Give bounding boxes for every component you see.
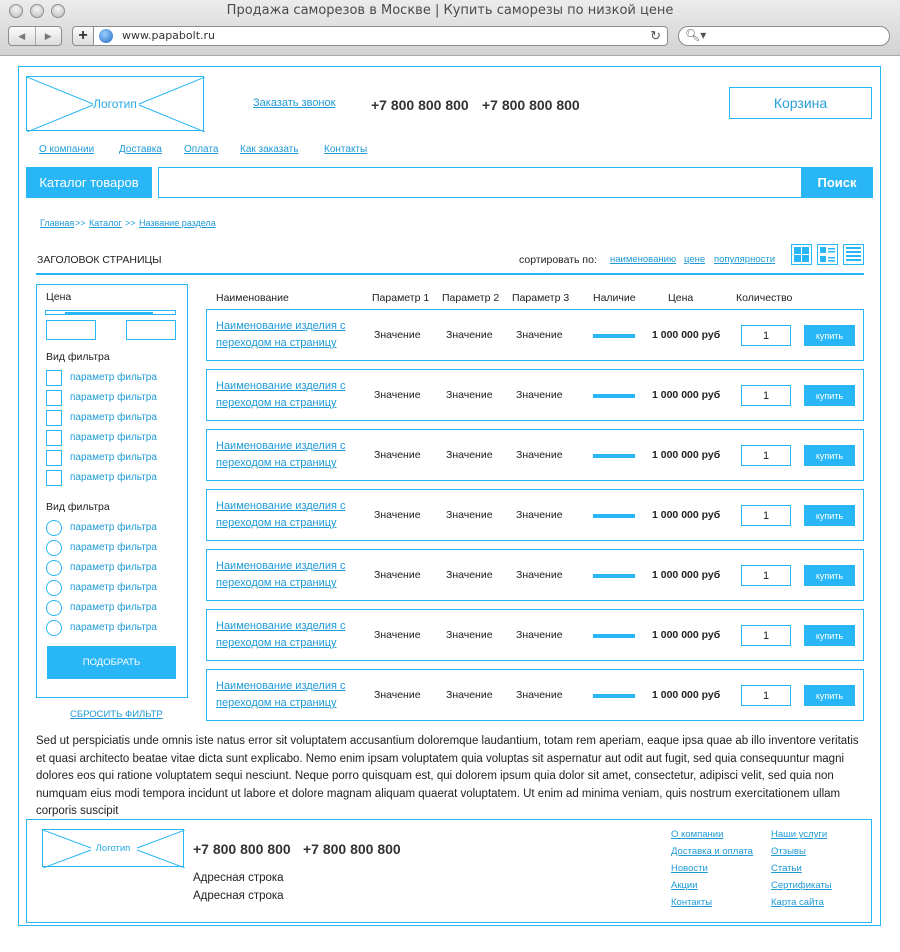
globe-icon xyxy=(99,29,113,43)
price-filter-title: Цена xyxy=(46,291,72,303)
filter-group-title: Вид фильтра xyxy=(46,501,110,513)
product-name-link[interactable] xyxy=(216,678,366,712)
param2-value: Значение xyxy=(446,689,493,701)
product-name-line[interactable]: переходом на страницу xyxy=(216,577,337,589)
price-value: 1 000 000 руб xyxy=(652,389,721,401)
logo-text: Логотип xyxy=(93,96,137,111)
apply-filter-button[interactable]: ПОДОБРАТЬ xyxy=(47,646,176,679)
quantity-input[interactable]: 1 xyxy=(741,385,791,406)
logo[interactable] xyxy=(26,76,204,131)
quantity-input[interactable]: 1 xyxy=(741,565,791,586)
filter-radio-label[interactable]: параметр фильтра xyxy=(70,582,157,593)
filter-checkbox[interactable] xyxy=(46,470,62,486)
breadcrumb-separator: >> xyxy=(125,218,136,228)
param2-value: Значение xyxy=(446,629,493,641)
breadcrumb-home[interactable]: Главная xyxy=(40,218,75,228)
filter-checkbox[interactable] xyxy=(46,390,62,406)
sort-by-popularity[interactable]: популярности xyxy=(714,254,776,265)
quantity-input[interactable]: 1 xyxy=(741,505,791,526)
param2-value: Значение xyxy=(446,329,493,341)
product-name-line[interactable]: переходом на страницу xyxy=(216,697,337,709)
product-name-line[interactable]: переходом на страницу xyxy=(216,637,337,649)
footer-phone-2: +7 800 800 800 xyxy=(303,841,401,857)
param3-value: Значение xyxy=(516,569,563,581)
column-header-stock: Наличие xyxy=(593,292,636,304)
param3-value: Значение xyxy=(516,629,563,641)
param1-value: Значение xyxy=(374,329,421,341)
filter-checkbox-label[interactable]: параметр фильтра xyxy=(70,412,157,423)
filter-radio[interactable] xyxy=(46,580,62,596)
price-range-slider[interactable] xyxy=(45,310,176,315)
footer-link-promos[interactable]: Акции xyxy=(671,880,698,891)
buy-button[interactable]: купить xyxy=(804,625,855,646)
price-range-fill xyxy=(65,312,153,314)
product-row xyxy=(206,549,864,601)
product-name-link[interactable] xyxy=(216,318,366,352)
back-button[interactable]: ◀ xyxy=(9,27,36,45)
grid-view-icon[interactable] xyxy=(791,244,812,265)
column-header-price: Цена xyxy=(668,292,694,304)
filter-radio-label[interactable]: параметр фильтра xyxy=(70,542,157,553)
footer-link-news[interactable]: Новости xyxy=(671,863,708,874)
title-divider xyxy=(36,273,864,275)
price-max-input[interactable] xyxy=(126,320,176,340)
quantity-input[interactable]: 1 xyxy=(741,445,791,466)
window-title: Продажа саморезов в Москве | Купить саморезы по низкой цене xyxy=(226,3,674,18)
product-name-line[interactable]: Наименование изделия с xyxy=(216,380,346,392)
buy-button[interactable]: купить xyxy=(804,385,855,406)
param1-value: Значение xyxy=(374,629,421,641)
reload-icon[interactable]: ↻ xyxy=(650,28,661,43)
price-value: 1 000 000 руб xyxy=(652,569,721,581)
param1-value: Значение xyxy=(374,389,421,401)
quantity-input[interactable]: 1 xyxy=(741,685,791,706)
product-name-line[interactable]: переходом на страницу xyxy=(216,337,337,349)
product-name-line[interactable]: Наименование изделия с xyxy=(216,440,346,452)
footer-address-line: Адресная строка xyxy=(193,890,284,902)
product-name-line[interactable]: Наименование изделия с xyxy=(216,680,346,692)
product-row xyxy=(206,369,864,421)
product-name-line[interactable]: Наименование изделия с xyxy=(216,500,346,512)
sort-by-price[interactable]: цене xyxy=(684,254,706,265)
filter-radio[interactable] xyxy=(46,620,62,636)
filter-group-title: Вид фильтра xyxy=(46,351,110,363)
filter-radio-label[interactable]: параметр фильтра xyxy=(70,622,157,633)
filter-radio[interactable] xyxy=(46,540,62,556)
sort-label: сортировать по: xyxy=(519,254,597,266)
search-input[interactable] xyxy=(158,167,802,198)
product-name-link[interactable] xyxy=(216,498,366,532)
filter-checkbox-label[interactable]: параметр фильтра xyxy=(70,472,157,483)
nav-item-contacts[interactable]: Контакты xyxy=(324,144,368,155)
param2-value: Значение xyxy=(446,449,493,461)
price-value: 1 000 000 руб xyxy=(652,449,721,461)
url-text[interactable]: www.papabolt.ru xyxy=(122,29,215,42)
product-row xyxy=(206,609,864,661)
product-name-line[interactable]: Наименование изделия с xyxy=(216,320,346,332)
buy-button[interactable]: купить xyxy=(804,505,855,526)
breadcrumb-section[interactable]: Название раздела xyxy=(139,218,216,228)
stock-indicator xyxy=(593,694,635,698)
product-row xyxy=(206,429,864,481)
price-value: 1 000 000 руб xyxy=(652,629,721,641)
browser-search-field[interactable] xyxy=(678,26,890,46)
cart-button[interactable]: Корзина xyxy=(729,87,872,119)
quantity-input[interactable]: 1 xyxy=(741,625,791,646)
filter-checkbox-label[interactable]: параметр фильтра xyxy=(70,432,157,443)
footer-link-reviews[interactable]: Отзывы xyxy=(771,846,806,857)
product-name-line[interactable]: Наименование изделия с xyxy=(216,620,346,632)
buy-button[interactable]: купить xyxy=(804,445,855,466)
filter-checkbox-label[interactable]: параметр фильтра xyxy=(70,452,157,463)
product-name-link[interactable] xyxy=(216,378,366,412)
filter-radio-label[interactable]: параметр фильтра xyxy=(70,602,157,613)
footer-link-services[interactable]: Наши услуги xyxy=(771,829,828,840)
filter-radio[interactable] xyxy=(46,600,62,616)
price-value: 1 000 000 руб xyxy=(652,509,721,521)
browser-chrome xyxy=(0,0,900,56)
product-name-line[interactable]: переходом на страницу xyxy=(216,457,337,469)
table-view-icon[interactable] xyxy=(843,244,864,265)
reset-filter-link[interactable]: СБРОСИТЬ ФИЛЬТР xyxy=(70,709,163,720)
filter-checkbox-label[interactable]: параметр фильтра xyxy=(70,372,157,383)
product-row xyxy=(206,669,864,721)
footer-link-articles[interactable]: Статьи xyxy=(771,863,802,874)
param2-value: Значение xyxy=(446,509,493,521)
stock-indicator xyxy=(593,334,635,338)
filter-radio-label[interactable]: параметр фильтра xyxy=(70,522,157,533)
breadcrumb-catalog[interactable]: Каталог xyxy=(89,218,122,228)
new-tab-button[interactable]: + xyxy=(72,26,94,46)
nav-item-delivery[interactable]: Доставка xyxy=(119,144,162,155)
param3-value: Значение xyxy=(516,329,563,341)
param3-value: Значение xyxy=(516,449,563,461)
search-button[interactable]: Поиск xyxy=(801,167,873,198)
price-min-input[interactable] xyxy=(46,320,96,340)
product-row xyxy=(206,309,864,361)
search-icon: 🔍︎▾ xyxy=(685,28,707,42)
stock-indicator xyxy=(593,574,635,578)
filter-checkbox[interactable] xyxy=(46,410,62,426)
footer-logo[interactable] xyxy=(42,829,184,867)
param2-value: Значение xyxy=(446,569,493,581)
list-view-icon[interactable] xyxy=(817,244,838,265)
footer-address-line: Адресная строка xyxy=(193,872,284,884)
footer-logo-text: Логотип xyxy=(95,842,131,854)
nav-item-about[interactable]: О компании xyxy=(39,144,95,155)
nav-item-how-to-order[interactable]: Как заказать xyxy=(240,144,299,155)
header-phone-2: +7 800 800 800 xyxy=(482,97,580,113)
product-row xyxy=(206,489,864,541)
history-buttons xyxy=(8,26,62,46)
buy-button[interactable]: купить xyxy=(804,685,855,706)
product-name-line[interactable]: переходом на страницу xyxy=(216,517,337,529)
filter-radio[interactable] xyxy=(46,520,62,536)
product-name-link[interactable] xyxy=(216,618,366,652)
param1-value: Значение xyxy=(374,569,421,581)
column-header-param1: Параметр 1 xyxy=(372,292,430,304)
footer-link-certificates[interactable]: Сертификаты xyxy=(771,880,832,891)
stock-indicator xyxy=(593,394,635,398)
param3-value: Значение xyxy=(516,509,563,521)
footer-link-sitemap[interactable]: Карта сайта xyxy=(771,897,824,908)
filter-radio[interactable] xyxy=(46,560,62,576)
column-header-param2: Параметр 2 xyxy=(442,292,500,304)
stock-indicator xyxy=(593,454,635,458)
quantity-input[interactable]: 1 xyxy=(741,325,791,346)
callback-link[interactable]: Заказать звонок xyxy=(253,97,336,109)
filter-radio-label[interactable]: параметр фильтра xyxy=(70,562,157,573)
column-header-name: Наименование xyxy=(216,292,289,304)
column-header-param3: Параметр 3 xyxy=(512,292,570,304)
filter-sidebar xyxy=(36,284,188,698)
param3-value: Значение xyxy=(516,389,563,401)
product-name-link[interactable] xyxy=(216,438,366,472)
catalog-button[interactable]: Каталог товаров xyxy=(26,167,152,198)
page-title: ЗАГОЛОВОК СТРАНИЦЫ xyxy=(37,254,162,266)
price-value: 1 000 000 руб xyxy=(652,329,721,341)
price-value: 1 000 000 руб xyxy=(652,689,721,701)
seo-description: Sed ut perspiciatis unde omnis iste natus error sit voluptatem accusantium doloremque laudantium, totam rem aperiam, eaque ipsa quae ab illo inventore veritatis et quasi architecto beatae vitae dicta sunt explicabo. Nemo enim ipsam voluptatem quia voluptas sit aspernatur aut odit aut fugit, sed quia consequuntur magni dolores eos qui ratione voluptatem sequi nesciunt. Neque porro quisquam est, qui dolorem ipsum quia dolor sit amet, consectetur, adipisci velit, sed quia non numquam eius modi tempora incidunt ut labore et dolore magnam aliquam quaerat voluptatem. Ut enim ad minima veniam, quis nostrum exercitationem ullam corporis suscipit xyxy=(36,735,859,817)
nav-item-payment[interactable]: Оплата xyxy=(184,144,219,155)
stock-indicator xyxy=(593,514,635,518)
param1-value: Значение xyxy=(374,509,421,521)
footer-phone-1: +7 800 800 800 xyxy=(193,841,291,857)
address-bar[interactable] xyxy=(94,26,668,46)
param3-value: Значение xyxy=(516,689,563,701)
product-name-line[interactable]: Наименование изделия с xyxy=(216,560,346,572)
forward-button[interactable]: ▶ xyxy=(44,30,52,41)
buy-button[interactable]: купить xyxy=(804,325,855,346)
footer-link-about[interactable]: О компании xyxy=(671,829,724,840)
param1-value: Значение xyxy=(374,449,421,461)
breadcrumb-separator: >> xyxy=(75,218,86,228)
param2-value: Значение xyxy=(446,389,493,401)
stock-indicator xyxy=(593,634,635,638)
filter-checkbox[interactable] xyxy=(46,370,62,386)
footer-link-contacts[interactable]: Контакты xyxy=(671,897,713,908)
column-header-quantity: Количество xyxy=(736,292,793,304)
filter-checkbox-label[interactable]: параметр фильтра xyxy=(70,392,157,403)
product-name-line[interactable]: переходом на страницу xyxy=(216,397,337,409)
header-phone-1: +7 800 800 800 xyxy=(371,97,469,113)
product-name-link[interactable] xyxy=(216,558,366,592)
filter-checkbox[interactable] xyxy=(46,450,62,466)
sort-by-name[interactable]: наименованию xyxy=(610,254,677,265)
param1-value: Значение xyxy=(374,689,421,701)
buy-button[interactable]: купить xyxy=(804,565,855,586)
footer-link-delivery[interactable]: Доставка и оплата xyxy=(671,846,753,857)
filter-checkbox[interactable] xyxy=(46,430,62,446)
